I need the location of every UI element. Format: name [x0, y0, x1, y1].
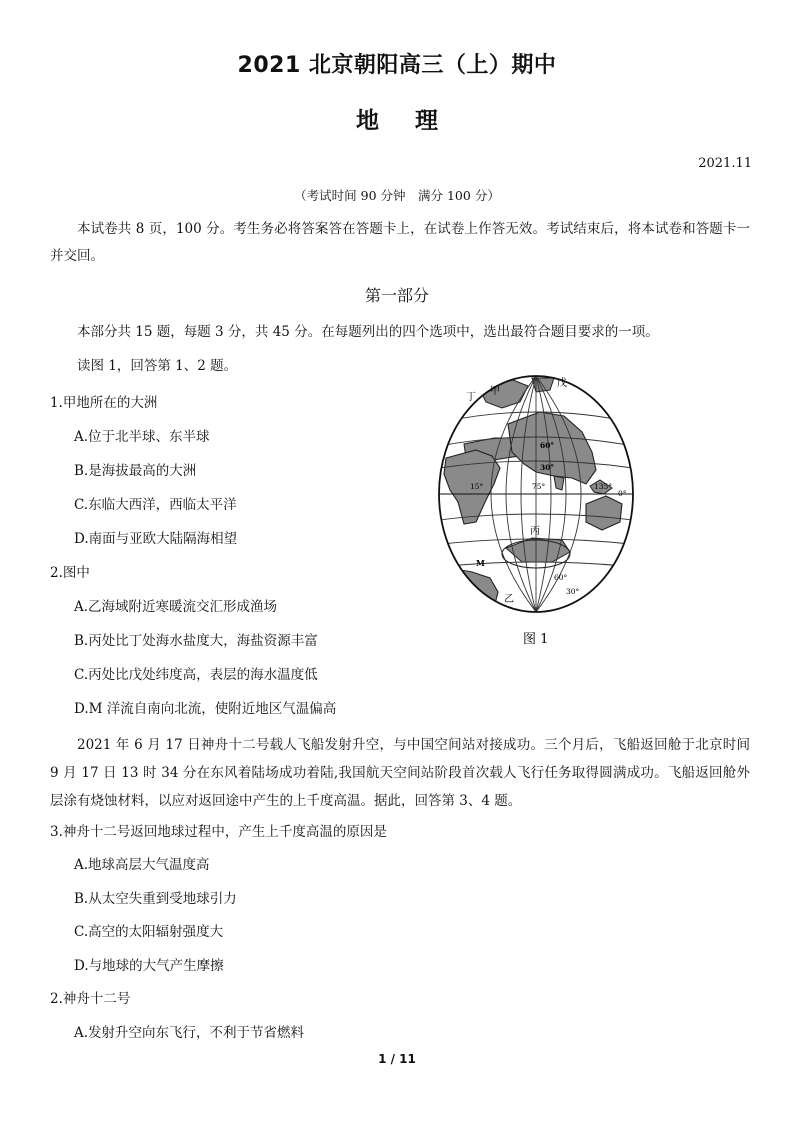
- exam-date: 2021.11: [698, 156, 752, 171]
- question-4-option-a: A.发射升空向东飞行，不利于节省燃料: [74, 1025, 305, 1041]
- label-lat60n: 60°: [540, 441, 555, 450]
- section-intro: 本部分共 15 题，每题 3 分，共 45 分。在每题列出的四个选项中，选出最符合题目要求的一项。: [77, 324, 659, 340]
- question-1-option-b: B.是海拔最高的大洲: [74, 463, 197, 479]
- label-ding: 丁: [466, 392, 476, 403]
- exam-info: （考试时间 90 分钟 满分 100 分）: [294, 188, 500, 203]
- question-3-option-b: B.从太空失重到受地球引力: [74, 891, 237, 907]
- question-1-option-a: A.位于北半球、东半球: [74, 429, 210, 445]
- question-1-option-d: D.南面与亚欧大陆隔海相望: [74, 531, 238, 547]
- question-2-option-b: B.丙处比丁处海水盐度大，海盐资源丰富: [74, 633, 318, 649]
- question-3-option-c: C.高空的太阳辐射强度大: [74, 924, 224, 940]
- label-equator: 0°: [618, 489, 627, 498]
- label-lon15: 15°: [470, 482, 484, 491]
- question-3-option-a: A.地球高层大气温度高: [74, 857, 210, 873]
- label-wu: 戊: [557, 378, 567, 389]
- figure-1: [436, 372, 641, 652]
- label-lat60s: 60°: [554, 573, 568, 582]
- figure-caption: 图 1: [523, 632, 549, 647]
- label-lon135: 135°: [594, 482, 613, 491]
- question-2-option-c: C.丙处比戊处纬度高，表层的海水温度低: [74, 667, 318, 683]
- question-3-option-d: D.与地球的大气产生摩擦: [74, 958, 224, 974]
- label-lat30n: 30°: [540, 463, 555, 472]
- exam-title: 2021 北京朝阳高三（上）期中: [237, 53, 557, 78]
- read-prompt: 读图 1，回答第 1、2 题。: [77, 358, 238, 374]
- page-number: 1 / 11: [378, 1052, 416, 1066]
- question-2-option-d: D.M 洋流自南向北流，使附近地区气温偏高: [74, 701, 337, 717]
- question-1-option-c: C.东临大西洋，西临太平洋: [74, 497, 237, 513]
- question-4-stem: 2.神舟十二号: [50, 991, 131, 1007]
- question-2-stem: 2.图中: [50, 565, 90, 581]
- section-title: 第一部分: [364, 286, 429, 305]
- globe-map: [436, 372, 641, 652]
- label-yi: 乙: [504, 594, 514, 605]
- label-lat30s: 30°: [566, 587, 580, 596]
- intro-paragraph: 本试卷共 8 页，100 分。考生务必将答案答在答题卡上，在试卷上作答无效。考试结束后，将本试卷和答题卡一并交回。: [50, 221, 750, 264]
- label-bing: 丙: [530, 526, 540, 537]
- label-lon75: 75°: [532, 482, 546, 491]
- question-3-stem: 3.神舟十二号返回地球过程中，产生上千度高温的原因是: [50, 824, 387, 840]
- passage-paragraph: 2021 年 6 月 17 日神舟十二号载人飞船发射升空，与中国空间站对接成功。三个月后，飞船返回舱于北京时间 9 月 17 日 13 时 34 分在东风着陆场成功着陆,我国航天空间站阶段首次载人飞行任务取得圆满成功。飞船返回舱外层涂有烧蚀材料，以应对返回途中产生的上千度高温。据此，回答第 3、4 题。: [50, 737, 750, 809]
- question-1-stem: 1.甲地所在的大洲: [50, 395, 158, 411]
- label-jia: 甲: [490, 386, 500, 397]
- subject-title: 地 理: [355, 108, 438, 134]
- question-2-option-a: A.乙海域附近寒暖流交汇形成渔场: [74, 599, 278, 615]
- label-m: M: [476, 558, 485, 568]
